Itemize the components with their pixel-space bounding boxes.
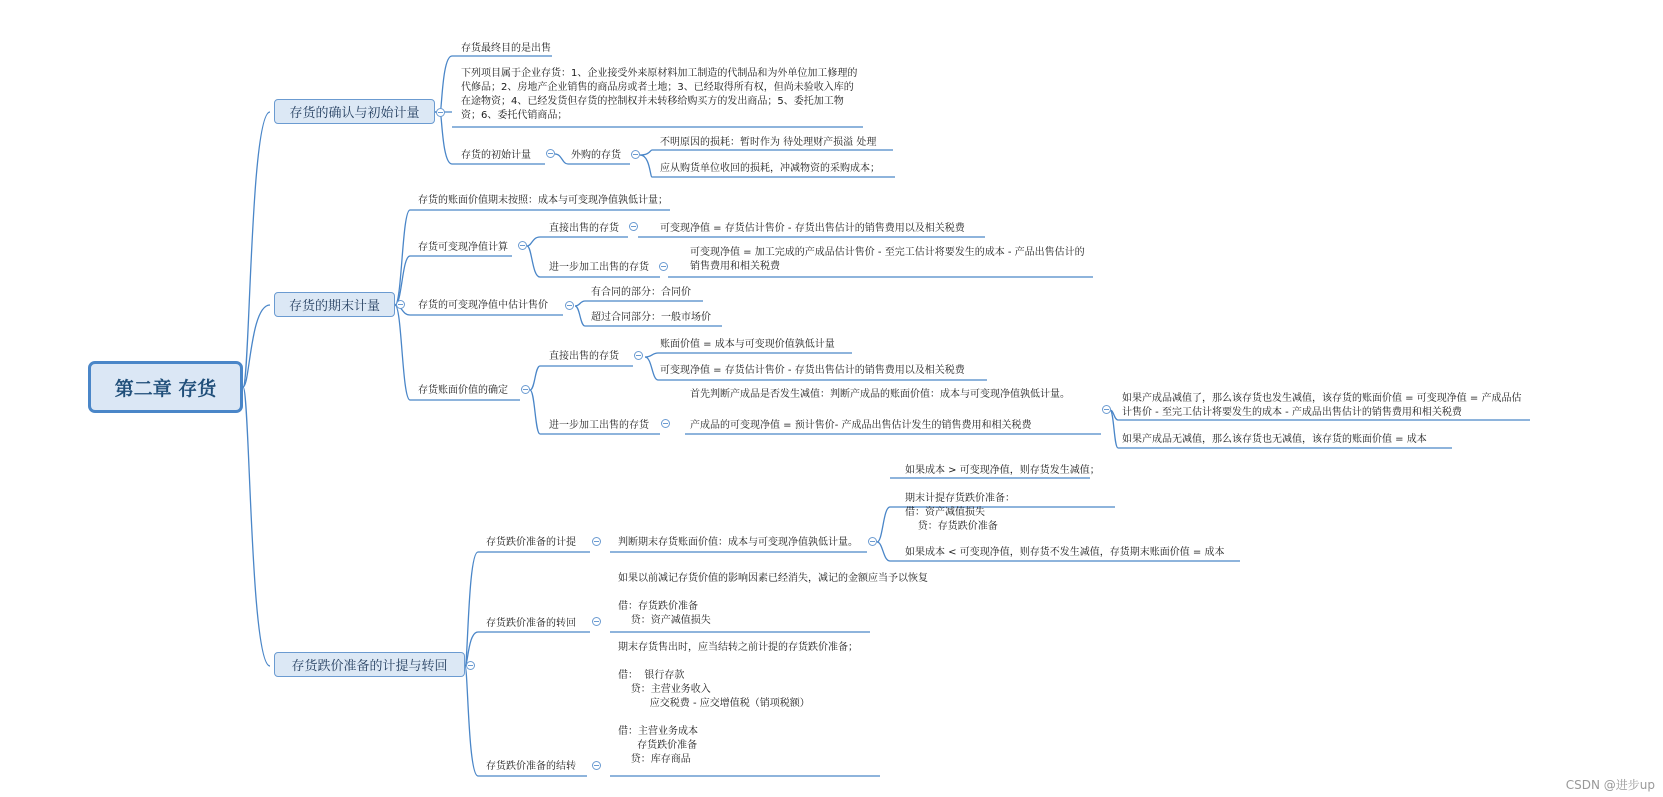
collapse-icon[interactable] [565,301,574,310]
node-p3[interactable]: 如果成本 < 可变现净值，则存货不发生减值，存货期末账面价值 = 成本 [905,547,1225,558]
collapse-icon[interactable] [396,300,405,309]
node-inventory-items[interactable]: 下列项目属于企业存货：1、企业接受外来原材料加工制造的代制品和为外单位加工修理的代修品；2、房地产企业销售的商品房或者土地；3、已经取得所有权，但尚未验收入库的在途物资；4、已经发货但存货的控制权并未转移给购买方的发出商品；5、委托加工物资；6、委托代销商品； [461,68,858,121]
node-c-prod-nrv[interactable]: 产成品的可变现净值 = 预计售价- 产成品出售估计发生的销售费用和相关税费 [690,420,1032,431]
node-p1[interactable]: 如果成本 > 可变现净值，则存货发生减值； [905,465,1100,476]
node-loss-recover[interactable]: 应从购货单位收回的损耗，冲减物资的采购成本； [660,163,880,174]
collapse-icon[interactable] [521,385,530,394]
node-direct-sale[interactable]: 直接出售的存货 [549,223,619,234]
node-purchased[interactable]: 外购的存货 [571,150,621,161]
watermark: CSDN @进步up [1565,778,1655,792]
node-market-price[interactable]: 超过合同部分：一般市场价 [591,312,711,323]
collapse-icon[interactable] [518,241,527,250]
node-p2[interactable]: 期末计提存货跌价准备： 借：资产减值损失 贷：存货跌价准备 [905,493,1015,532]
branch-period-end[interactable]: 存货的期末计量 [274,292,395,317]
node-reversal-text[interactable]: 如果以前减记存货价值的影响因素已经消失，减记的金额应当予以恢复 借：存货跌价准备 贷：资产减值损失 [618,573,928,626]
node-transfer[interactable]: 存货跌价准备的结转 [486,761,576,772]
collapse-icon[interactable] [868,537,877,546]
collapse-icon[interactable] [659,262,668,271]
collapse-icon[interactable] [546,149,555,158]
node-judge[interactable]: 判断期末存货账面价值：成本与可变现净值孰低计量。 [618,537,858,548]
node-c-direct[interactable]: 直接出售的存货 [549,351,619,362]
root-node[interactable]: 第二章 存货 [88,361,243,413]
node-c-if-impaired[interactable]: 如果产成品减值了，那么该存货也发生减值，该存货的账面价值 = 可变现净值 = 产成品估计售价 - 至完工估计将要发生的成本 - 产成品出售估计的销售费用和相关税费 [1122,393,1522,418]
collapse-icon[interactable] [634,351,643,360]
branch-recognition[interactable]: 存货的确认与初始计量 [274,99,435,124]
node-provision[interactable]: 存货跌价准备的计提 [486,537,576,548]
node-c-direct-1[interactable]: 账面价值 = 成本与可变现价值孰低计量 [660,339,835,350]
collapse-icon[interactable] [592,617,601,626]
branch-provision[interactable]: 存货跌价准备的计提与转回 [274,652,465,677]
collapse-icon[interactable] [592,537,601,546]
node-direct-formula[interactable]: 可变现净值 = 存货估计售价 - 存货出售估计的销售费用以及相关税费 [660,223,965,234]
node-initial-measure[interactable]: 存货的初始计量 [461,150,531,161]
collapse-icon[interactable] [436,108,445,117]
node-c-first[interactable]: 首先判断产成品是否发生减值：判断产成品的账面价值：成本与可变现净值孰低计量。 [690,389,1070,400]
collapse-icon[interactable] [631,150,640,159]
node-process-formula[interactable]: 可变现净值 = 加工完成的产成品估计售价 - 至完工估计将要发生的成本 - 产品出售估计的销售费用和相关税费 [690,247,1085,272]
node-further-process[interactable]: 进一步加工出售的存货 [549,262,649,273]
node-transfer-text[interactable]: 期末存货售出时，应当结转之前计提的存货跌价准备； 借： 银行存款 贷：主营业务收入 应交税费 - 应交增值税（销项税额） 借：主营业务成本 存货跌价准备 贷：库存商品 [618,642,858,765]
node-goal[interactable]: 存货最终目的是出售 [461,43,551,54]
node-c-if-not[interactable]: 如果产成品无减值，那么该存货也无减值，该存货的账面价值 = 成本 [1122,434,1427,445]
node-c-process[interactable]: 进一步加工出售的存货 [549,420,649,431]
collapse-icon[interactable] [592,761,601,770]
collapse-icon[interactable] [629,222,638,231]
collapse-icon[interactable] [466,661,475,670]
node-loss-unknown[interactable]: 不明原因的损耗：暂时作为 待处理财产损溢 处理 [660,137,877,148]
node-reversal[interactable]: 存货跌价准备的转回 [486,618,576,629]
node-estimated-price[interactable]: 存货的可变现净值中估计售价 [418,300,548,311]
node-end-rule[interactable]: 存货的账面价值期末按照：成本与可变现净值孰低计量； [418,195,668,206]
collapse-icon[interactable] [1102,405,1111,414]
node-contract-price[interactable]: 有合同的部分：合同价 [591,287,691,298]
node-c-direct-2[interactable]: 可变现净值 = 存货估计售价 - 存货出售估计的销售费用以及相关税费 [660,365,965,376]
collapse-icon[interactable] [661,419,670,428]
node-carrying-value[interactable]: 存货账面价值的确定 [418,385,508,396]
node-nrv-calc[interactable]: 存货可变现净值计算 [418,242,508,253]
